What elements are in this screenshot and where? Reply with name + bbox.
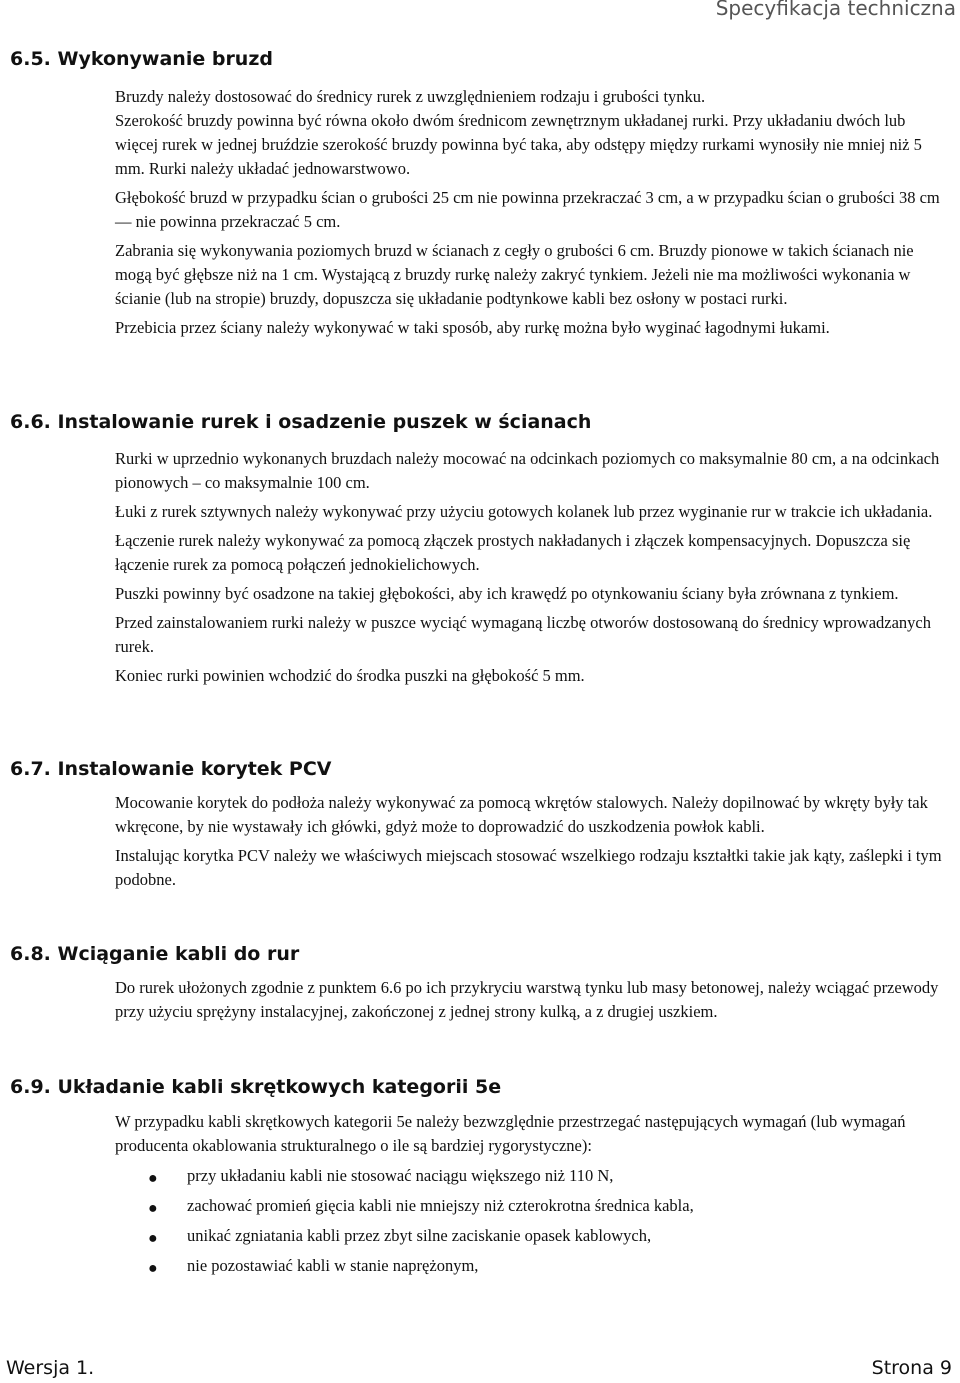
list-item bbox=[115, 1164, 950, 1194]
section-heading-6-9: 6.9. Układanie kabli skrętkowych kategorii 5e bbox=[10, 1076, 502, 1098]
list-item bbox=[115, 1224, 950, 1254]
paragraph: W przypadku kabli skrętkowych kategorii 5e należy bezwzględnie przestrzegać następujących wymagań (lub wymagań producenta okablowania strukturalnego o ile są bardziej rygorystyczne): bbox=[115, 1112, 906, 1155]
section-body-6-5 bbox=[115, 85, 950, 345]
paragraph: Instalując korytka PCV należy we właściwych miejscach stosować wszelkiego rodzaju kształtki takie jak kąty, zaślepki i tym podobne. bbox=[115, 846, 942, 889]
section-body-6-9 bbox=[115, 1110, 950, 1163]
bullet-icon: ● bbox=[148, 1170, 158, 1187]
paragraph: Łuki z rurek sztywnych należy wykonywać przy użyciu gotowych kolanek lub przez wyginanie rur w trakcie ich układania. bbox=[115, 502, 933, 521]
paragraph: Zabrania się wykonywania poziomych bruzd w ścianach z cegły o grubości 6 cm. Bruzdy pionowe w takich ścianach nie mogą być głębsze niż na 1 cm. Wystającą z bruzdy rurkę należy zakryć tynkiem. Jeżeli nie ma możliwości wykonania w ścianie (lub na stropie) bruzdy, dopuszcza się układanie podtynkowe kabli bez osłony w postaci rurki. bbox=[115, 241, 914, 308]
paragraph: Bruzdy należy dostosować do średnicy rurek z uwzględnieniem rodzaju i grubości tynku. bbox=[115, 87, 706, 106]
paragraph: Przebicia przez ściany należy wykonywać w taki sposób, aby rurkę można było wyginać łagodnymi łukami. bbox=[115, 318, 830, 337]
section-body-6-8 bbox=[115, 976, 950, 1029]
paragraph: Łączenie rurek należy wykonywać za pomocą złączek prostych nakładanych i złączek kompensacyjnych. Dopuszcza się łączenie rurek za pomocą połączeń jednokielichowych. bbox=[115, 531, 911, 574]
list-item-text: unikać zgniatania kabli przez zbyt silne zaciskanie opasek kablowych, bbox=[187, 1226, 652, 1245]
footer-version: Wersja 1. bbox=[6, 1357, 95, 1379]
bullet-icon: ● bbox=[148, 1260, 158, 1277]
list-item-text: nie pozostawiać kabli w stanie naprężonym, bbox=[187, 1256, 479, 1275]
list-item-text: zachować promień gięcia kabli nie mniejszy niż czterokrotna średnica kabla, bbox=[187, 1196, 694, 1215]
section-heading-6-8: 6.8. Wciąganie kabli do rur bbox=[10, 943, 300, 965]
list-item bbox=[115, 1254, 950, 1284]
section-body-6-7 bbox=[115, 791, 950, 897]
list-item bbox=[115, 1194, 950, 1224]
paragraph: Głębokość bruzd w przypadku ścian o grubości 25 cm nie powinna przekraczać 3 cm, a w przypadku ścian o grubości 38 cm — nie powinna przekraczać 5 cm. bbox=[115, 188, 940, 231]
section-body-6-6 bbox=[115, 447, 950, 693]
paragraph: Do rurek ułożonych zgodnie z punktem 6.6 po ich przykryciu warstwą tynku lub masy betonowej, należy wciągać przewody przy użyciu sprężyny instalacyjnej, zakończonej z jednej strony kulką, a z drugiej uszkiem. bbox=[115, 978, 939, 1021]
paragraph: Puszki powinny być osadzone na takiej głębokości, aby ich krawędź po otynkowaniu ściany była zrównana z tynkiem. bbox=[115, 584, 899, 603]
paragraph: Koniec rurki powinien wchodzić do środka puszki na głębokość 5 mm. bbox=[115, 666, 585, 685]
bullet-icon: ● bbox=[148, 1230, 158, 1247]
requirements-bullet-list bbox=[115, 1164, 950, 1284]
document-header-title: Specyfikacja techniczna bbox=[715, 0, 956, 20]
paragraph: Mocowanie korytek do podłoża należy wykonywać za pomocą wkrętów stalowych. Należy dopilnować by wkręty były tak wkręcone, by nie wystawały ich główki, gdyż może to doprowadzić do uszkodzenia powłok kabli. bbox=[115, 793, 928, 836]
list-item-text: przy układaniu kabli nie stosować naciągu większego niż 110 N, bbox=[187, 1166, 614, 1185]
paragraph: Szerokość bruzdy powinna być równa około dwóm średnicom zewnętrznym układanej rurki. Przy układaniu dwóch lub więcej rurek w jednej bruździe szerokość bruzdy powinna być taka, aby odstępy między rurkami wynosiły nie mniej niż 5 mm. Rurki należy układać jednowarstwowo. bbox=[115, 111, 922, 178]
section-heading-6-6: 6.6. Instalowanie rurek i osadzenie puszek w ścianach bbox=[10, 411, 592, 433]
paragraph: Rurki w uprzednio wykonanych bruzdach należy mocować na odcinkach poziomych co maksymalnie 80 cm, a na odcinkach pionowych – co maksymalnie 100 cm. bbox=[115, 449, 940, 492]
bullet-icon: ● bbox=[148, 1200, 158, 1217]
section-heading-6-5: 6.5. Wykonywanie bruzd bbox=[10, 48, 273, 70]
footer-page-number: Strona 9 bbox=[871, 1357, 952, 1379]
paragraph: Przed zainstalowaniem rurki należy w puszce wyciąć wymaganą liczbę otworów dostosowaną do średnicy wprowadzanych rurek. bbox=[115, 613, 932, 656]
section-heading-6-7: 6.7. Instalowanie korytek PCV bbox=[10, 758, 332, 780]
